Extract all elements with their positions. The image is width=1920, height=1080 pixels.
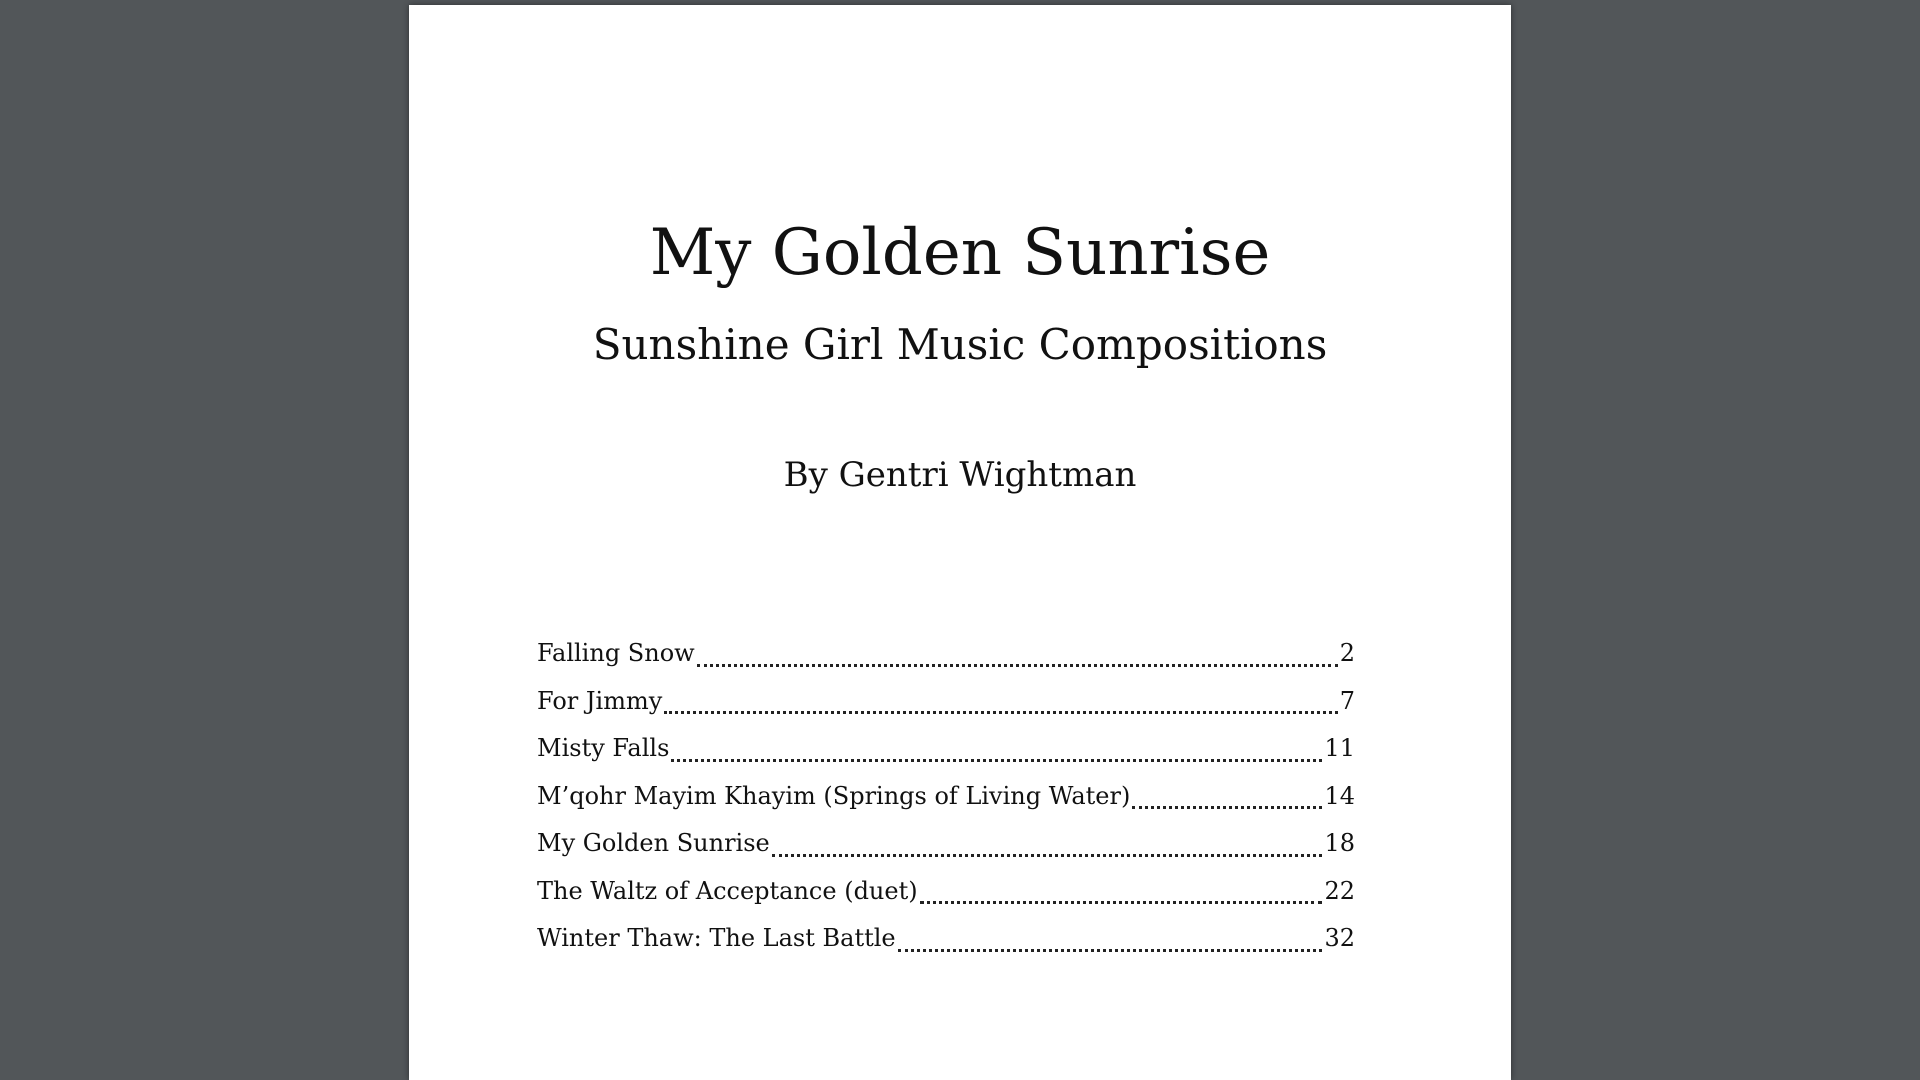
document-subtitle: Sunshine Girl Music Compositions bbox=[592, 320, 1328, 369]
toc-leader-dots bbox=[920, 901, 1323, 904]
table-of-contents bbox=[537, 637, 1355, 970]
toc-entry[interactable] bbox=[537, 827, 1355, 875]
toc-leader-dots bbox=[671, 759, 1322, 762]
toc-leader-dots bbox=[697, 664, 1338, 667]
toc-entry[interactable] bbox=[537, 780, 1355, 828]
toc-entry-title: M’qohr Mayim Khayim (Springs of Living Water) bbox=[537, 781, 1131, 810]
toc-entry[interactable] bbox=[537, 637, 1355, 685]
document-page bbox=[409, 5, 1511, 1080]
toc-entry[interactable] bbox=[537, 875, 1355, 923]
toc-leader-dots bbox=[1132, 806, 1322, 809]
toc-entry-title: My Golden Sunrise bbox=[537, 829, 770, 857]
toc-entry-page: 32 bbox=[1324, 924, 1355, 952]
toc-entry-title: For Jimmy bbox=[537, 686, 663, 715]
toc-entry[interactable] bbox=[537, 732, 1355, 780]
document-author: By Gentri Wightman bbox=[783, 455, 1137, 495]
toc-entry-title: The Waltz of Acceptance (duet) bbox=[537, 876, 918, 905]
toc-entry-title: Falling Snow bbox=[537, 639, 695, 667]
toc-entry-page: 11 bbox=[1324, 734, 1355, 762]
toc-entry-page: 2 bbox=[1339, 639, 1355, 667]
toc-entry-page: 14 bbox=[1324, 781, 1355, 810]
toc-entry-title: Winter Thaw: The Last Battle bbox=[537, 924, 896, 952]
toc-leader-dots bbox=[664, 711, 1337, 714]
toc-leader-dots bbox=[772, 854, 1323, 857]
toc-entry-title: Misty Falls bbox=[537, 734, 670, 762]
toc-entry-page: 22 bbox=[1324, 876, 1355, 905]
document-title: My Golden Sunrise bbox=[649, 216, 1271, 290]
toc-entry[interactable] bbox=[537, 685, 1355, 733]
toc-entry-page: 7 bbox=[1339, 686, 1355, 715]
toc-leader-dots bbox=[898, 949, 1323, 952]
toc-entry[interactable] bbox=[537, 922, 1355, 970]
toc-entry-page: 18 bbox=[1324, 829, 1355, 857]
